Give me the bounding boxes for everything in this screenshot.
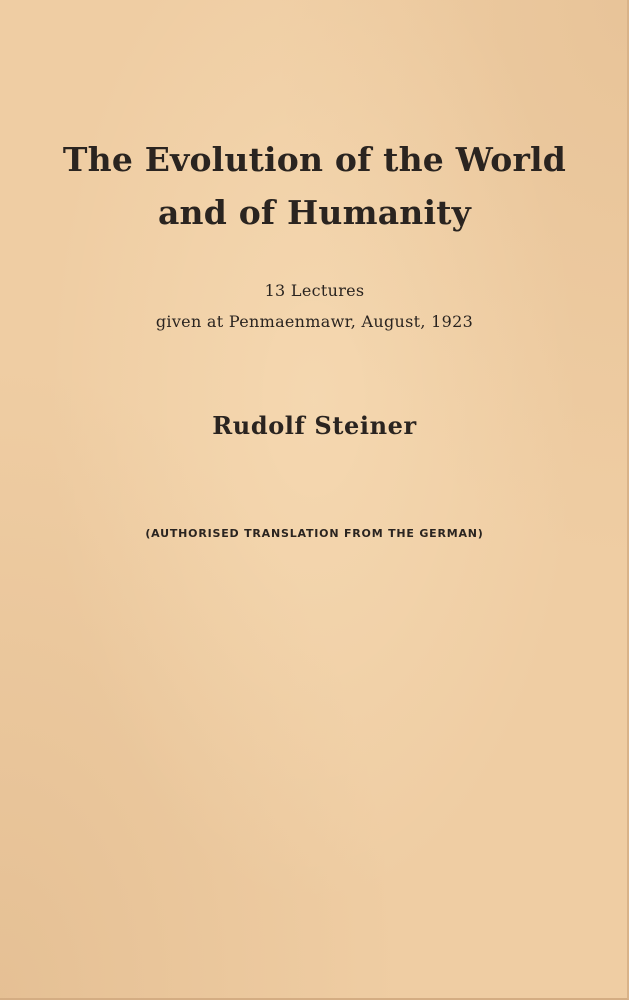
lecture-venue-date: given at Penmaenmawr, August, 1923	[155, 312, 474, 331]
author-name: Rudolf Steiner	[212, 411, 417, 440]
translation-note: (AUTHORISED TRANSLATION FROM THE GERMAN)	[145, 527, 484, 540]
lecture-count: 13 Lectures	[264, 281, 365, 300]
title-line-1: The Evolution of the World	[62, 140, 567, 179]
title-line-2: and of Humanity	[157, 193, 472, 232]
